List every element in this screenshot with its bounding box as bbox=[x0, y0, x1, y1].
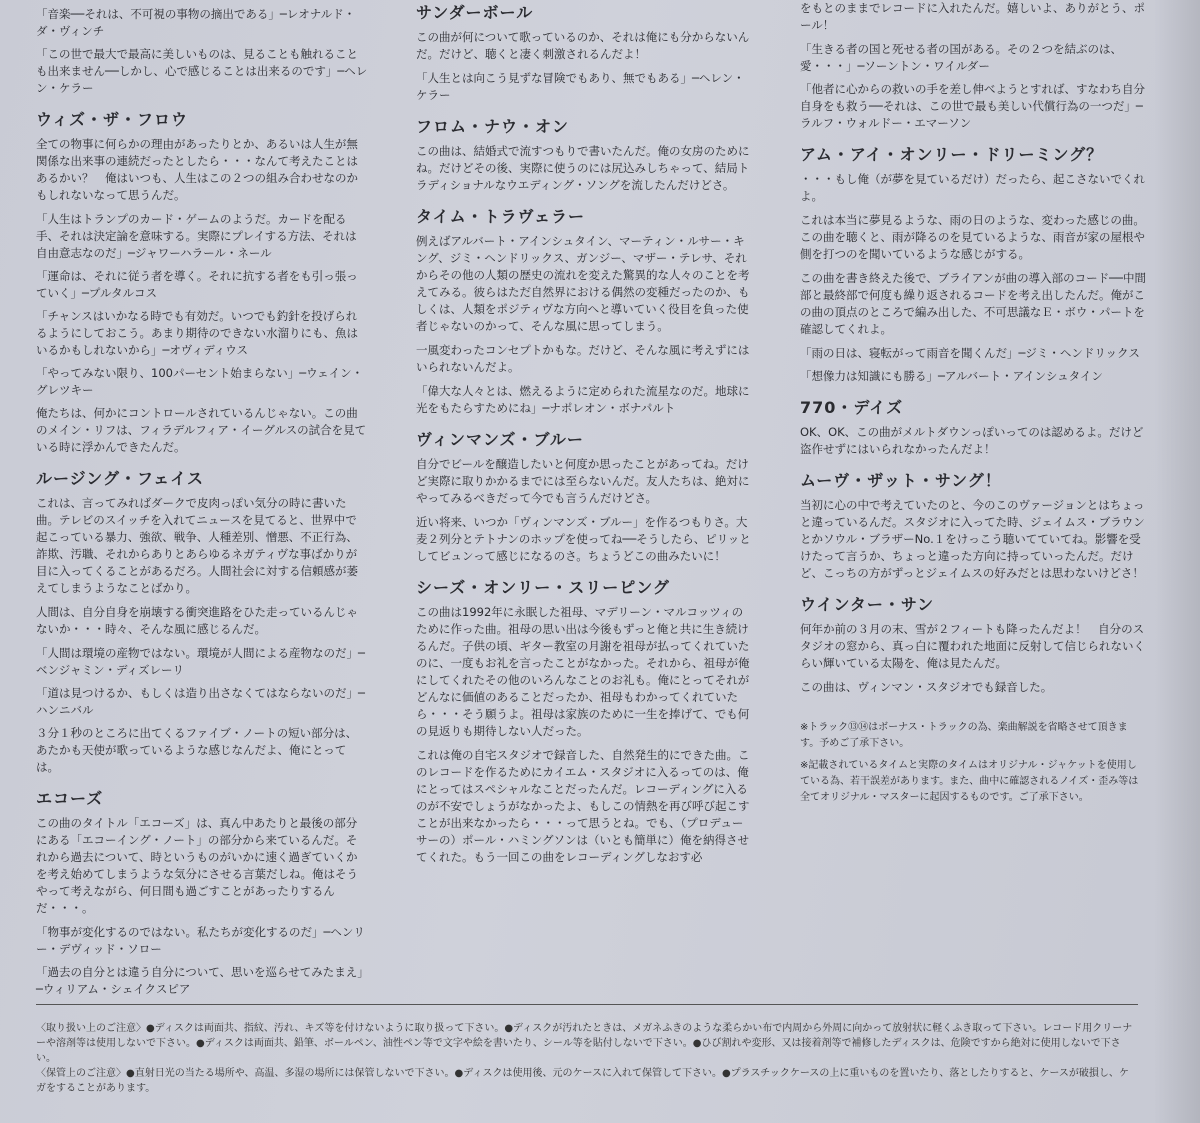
song-commentary: 人間は、自分自身を崩壊する衝突進路をひた走っているんじゃないか・・・時々、そんな風に感じるんだ。 bbox=[36, 605, 358, 636]
song-title-with-the-flow: ウィズ・ザ・フロウ bbox=[36, 110, 189, 129]
song-quote: 「物事が変化するのではない。私たちが変化するのだ」─ヘンリー・デヴィッド・ソロー bbox=[36, 925, 365, 956]
song-commentary: これは、言ってみればダークで皮肉っぽい気分の時に書いた曲。テレビのスイッチを入れてニュースを見てると、世界中で起こっている暴力、強欲、戦争、人種差別、憎悪、不正行為、詐欺、汚職、それからありとあらゆるネガティヴな事ばかりが目に入ってくることがあるだろ。人間社会に対する信頼感が萎えてしまうようなことばかり。 bbox=[36, 496, 358, 595]
song-title-echoes: エコーズ bbox=[36, 789, 104, 808]
song-quote: 「生きる者の国と死せる者の国がある。その２つを結ぶのは、愛・・・」─ソーントン・ワイルダー bbox=[800, 42, 1122, 73]
song-commentary: OK、OK、この曲がメルトダウンっぽいってのは認めるよ。だけど盗作せずにはいられなかったんだよ！ bbox=[800, 425, 1144, 456]
song-commentary: この曲は、結婚式で流すつもりで書いたんだ。俺の女房のためにね。だけどその後、実際に使うのには尻込みしちゃって、結局トラディショナルなウエディング・ソングを流したんだけどさ。 bbox=[416, 144, 750, 192]
song-title-770-days: 770・デイズ bbox=[800, 398, 904, 417]
song-title-shes-only-sleeping: シーズ・オンリー・スリーピング bbox=[416, 578, 670, 597]
song-commentary: 近い将来、いつか「ヴィンマンズ・ブルー」を作るつもりさ。大麦２列分とテトナンのホップを使ってね──そうしたら、ピリッとしてビュンって感じになるのさ。ちょうどこの曲みたいに！ bbox=[416, 515, 751, 563]
song-quote: 「過去の自分とは違う自分について、思いを巡らせてみたまえ」─ウィリアム・シェイクスピア bbox=[36, 965, 363, 996]
song-quote: 「想像力は知識にも勝る」─アルバート・アインシュタイン bbox=[800, 369, 1103, 383]
song-commentary: この曲のタイトル「エコーズ」は、真ん中あたりと最後の部分にある「エコーイング・ノート」の部分から来ているんだ。それから過去について、時というものがいかに速く過ぎていくかを考え始めてしまうような気分にさせる言葉だしね。俺はそうやって考えながら、何日間も過ごすことがあったりするんだ・・・。 bbox=[36, 816, 358, 915]
song-title-am-i-only-dreaming: アム・アイ・オンリー・ドリーミング？ bbox=[800, 145, 1104, 164]
song-title-winter-sun: ウインター・サン bbox=[800, 595, 935, 614]
song-quote: 「やってみない限り、100パーセント始まらない」─ウェイン・グレツキー bbox=[36, 366, 364, 397]
song-commentary: ３分１秒のところに出てくるファイブ・ノートの短い部分は、あたかも天使が歌っているような感じなんだよ、俺にとっては。 bbox=[36, 726, 358, 774]
note-timing: ※記載されているタイムと実際のタイムはオリジナル・ジャケットを使用している為、若干誤差があります。また、曲中に確認されるノイズ・歪み等は全てオリジナル・マスターに起因するものです。ご了承下さい。 bbox=[800, 760, 1139, 803]
column-left bbox=[36, 6, 368, 1004]
intro-quote: 「音楽──それは、不可視の事物の摘出である」─レオナルド・ダ・ヴィンチ bbox=[36, 7, 356, 38]
song-commentary: 例えばアルバート・アインシュタイン、マーティン・ルサー・キング、ジミ・ヘンドリックス、ガンジー、マザー・テレサ、それからその他の人類の歴史の流れを変えた驚異的な人々のことを考えてみる。彼らはただ自然界における偶然の変種だったのか、もしくは、人類をポジティヴな方向へと導いていく役目を負った使者じゃないのかって、そんな風に思ってしまう。 bbox=[416, 234, 750, 333]
song-commentary: この曲は1992年に永眠した祖母、マデリーン・マルコッツィのために作った曲。祖母の思い出は今後もずっと俺と共に生き続けるんだ。子供の頃、ギター教室の月謝を祖母が払ってくれていたのに、一度もお礼を言ったことがなかった。それから、祖母が俺にしてくれたその他のいろんなことのお礼も。俺にとってそれがどんなに価値のあることだったか、祖母もわかってくれていたら・・・そう願うよ。祖母は家族のために一生を捧げて、でも何の見返りも期待しない人だった。 bbox=[416, 605, 750, 738]
song-commentary: 全ての物事に何らかの理由があったりとか、あるいは人生が無関係な出来事の連続だったとしたら・・・なんて考えたことはあるかい？ 俺はいつも、人生はこの２つの組み合わせなのかもしれないなって思うんだ。 bbox=[36, 137, 358, 202]
song-quote: 「雨の日は、寝転がって雨音を聞くんだ」─ジミ・ヘンドリックス bbox=[800, 346, 1140, 360]
song-commentary: これは俺の自宅スタジオで録音した、自然発生的にできた曲。このレコードを作るためにカイエム・スタジオに入るってのは、俺にとってはスペシャルなことだったんだ。レコーディングに入るのが不安でしょうがなかったよ、もしこの情熱を再び呼び起こすことが出来なかったら・・・って思うとね。でも、（プロデューサーの）ポール・ハミングソンは（いとも簡単に）俺を納得させてくれた。もう一回この曲をレコーディングしなおす必 bbox=[416, 748, 750, 864]
song-title-time-traveler: タイム・トラヴェラー bbox=[416, 207, 586, 226]
song-quote: 「運命は、それに従う者を導く。それに抗する者をも引っ張っていく」─プルタルコス bbox=[36, 269, 358, 300]
song-quote: 「道は見つけるか、もしくは造り出さなくてはならないのだ」─ハンニバル bbox=[36, 686, 365, 717]
song-commentary: この曲が何について歌っているのか、それは俺にも分からないんだ。だけど、聴くと凄く刺激されるんだよ！ bbox=[416, 30, 750, 61]
song-title-vinnmans-brew: ヴィンマンズ・ブルー bbox=[416, 430, 584, 449]
song-quote: 「人間は環境の産物ではない。環境が人間による産物なのだ」─ベンジャミン・ディズレーリ bbox=[36, 646, 365, 677]
footer-divider bbox=[36, 1004, 1138, 1005]
song-quote: 「他者に心からの救いの手を差し伸べようとすれば、すなわち自分自身をも救う──それは、この世で最も美しい代償行為の一つだ」─ラルフ・ウォルドー・エマーソン bbox=[800, 82, 1145, 130]
song-commentary: この曲は、ヴィンマン・スタジオでも録音した。 bbox=[800, 680, 1053, 694]
song-title-losing-faith: ルージング・フェイス bbox=[36, 469, 205, 488]
song-quote: 「人生とは向こう見ずな冒険でもあり、無でもある」─ヘレン・ケラー bbox=[416, 71, 745, 102]
song-title-from-now-on: フロム・ナウ・オン bbox=[416, 117, 570, 136]
song-commentary: 当初に心の中で考えていたのと、今のこのヴァージョンとはちょっと違っているんだ。スタジオに入ってた時、ジェイムス・ブラウンとかソウル・ブラザーNo.１をけっこう聴いてていてね。影響を受けたって言うか、ちょっと違った方向に持っていったんだ。だけど、こっちの方がずっとジェイムスの好みだとは思わないけどさ！ bbox=[800, 498, 1145, 580]
page-edge-shadow bbox=[1154, 0, 1200, 1123]
song-commentary: 俺たちは、何かにコントロールされているんじゃない。この曲のメイン・リフは、フィラデルフィア・イーグルスの試合を見ている時に浮かんできたんだ。 bbox=[36, 406, 367, 454]
song-commentary: 自分でビールを醸造したいと何度か思ったことがあってね。だけど実際に取りかかるまでには至らないんだ。友人たちは、絶対にやってみるべきだって今でも言うんだけどさ。 bbox=[416, 457, 750, 505]
note-bonus-tracks: ※トラック⑬⑭はボーナス・トラックの為、楽曲解説を省略させて頂きます。予めご了承下さい。 bbox=[800, 722, 1128, 749]
intro-quote: 「この世で最大で最高に美しいものは、見ることも触れることも出来ません──しかし、心で感じることは出来るのです」─ヘレン・ケラー bbox=[36, 47, 368, 95]
song-quote: 「偉大な人々とは、燃えるように定められた流星なのだ。地球に光をもたらすためにね」─ナポレオン・ボナパルト bbox=[416, 384, 750, 415]
song-title-move-that-thang: ムーヴ・ザット・サング！ bbox=[800, 471, 1002, 490]
song-commentary: 何年か前の３月の末、雪が２フィートも降ったんだよ！ 自分のスタジオの窓から、真っ白に覆われた地面に反射して信じられないくらい輝いている太陽を、俺は見たんだ。 bbox=[800, 622, 1145, 670]
song-title-thunderball: サンダーボール bbox=[416, 3, 534, 22]
song-quote: 「人生はトランプのカード・ゲームのようだ。カードを配る手、それは決定論を意味する。実際にプレイする方法、それは自由意志なのだ」─ジャワーハラール・ネール bbox=[36, 212, 357, 260]
editorial-notes bbox=[800, 720, 1146, 806]
handling-precautions: 〈取り扱い上のご注意〉●ディスクは両面共、指紋、汚れ、キズ等を付けないように取り扱って下さい。●ディスクが汚れたときは、メガネふきのような柔らかい布で内周から外周に向かって放射状に軽くふき取って下さい。レコード用クリーナーや溶剤等は使用しないで下さい。●ディスクは両面共、鉛筆、ボールペン、油性ペン等で文字や絵を書いたり、シール等を貼付しないで下さい。●ひび割れや変形、又は接着剤等で補修したディスクは、危険ですから絶対に使用しないで下さい。 〈保管上のご注意〉●直射日光の当たる場所や、高温、多湿の場所には保管しないで下さい。●ディスクは使用後、元のケースに入れて保管して下さい。●プラスチックケースの上に重いものを置いたり、落としたりすると、ケースが破損し、ケガをすることがあります。 bbox=[36, 1023, 1133, 1094]
song-commentary: をもとのままでレコードに入れたんだ。嬉しいよ、ありがとう、ポール！ bbox=[800, 1, 1145, 32]
song-commentary: この曲を書き終えた後で、ブライアンが曲の導入部のコード──中間部と最終部で何度も繰り返されるコードを考え出したんだ。俺がこの曲の頂点のところで編み出した、不可思議なＥ・ボウ・パートを確認してくれよ。 bbox=[800, 271, 1146, 336]
song-commentary: 一風変わったコンセプトかもな。だけど、そんな風に考えずにはいられないんだよ。 bbox=[416, 343, 750, 374]
song-quote: 「チャンスはいかなる時でも有効だ。いつでも釣針を投げられるようにしておこう。あまり期待のできない水溜りにも、魚はいるかもしれないから」─オヴィディウス bbox=[36, 309, 358, 357]
column-middle bbox=[416, 0, 752, 873]
song-commentary: ・・・もし俺（が夢を見ているだけ）だったら、起こさないでくれよ。 bbox=[800, 172, 1145, 203]
song-commentary: これは本当に夢見るような、雨の日のような、変わった感じの曲。この曲を聴くと、雨が降るのを見ているような、雨音が家の屋根や側を打つのを聞いているような感じがする。 bbox=[800, 213, 1145, 261]
column-right bbox=[800, 0, 1146, 812]
